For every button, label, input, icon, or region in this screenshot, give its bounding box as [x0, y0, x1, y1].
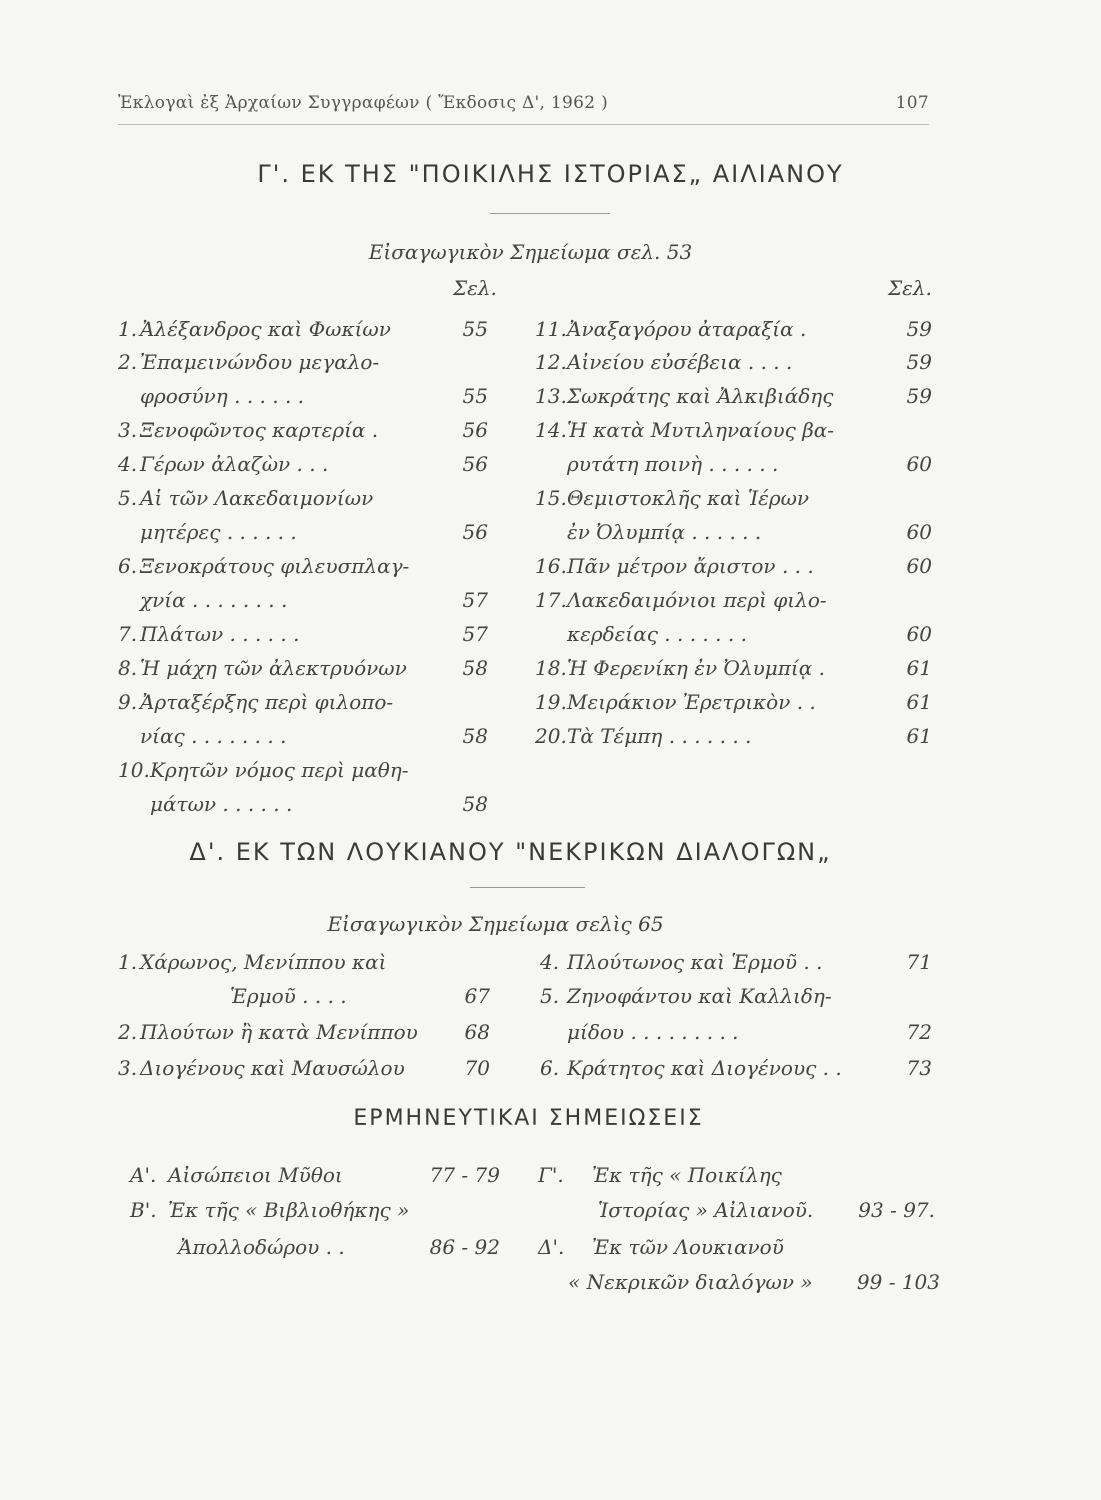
toc-item-title-cont: μίδου . . . . . . . . . — [567, 1020, 739, 1044]
toc-item-title: Διογένους καὶ Μαυσώλου — [140, 1056, 405, 1080]
note-pages: 99 - 103 — [856, 1270, 940, 1294]
toc-item-page: 60 — [906, 622, 932, 646]
toc-item-num: 11. — [535, 317, 567, 341]
toc-item-page: 73 — [906, 1056, 932, 1080]
toc-item-num: 18. — [535, 656, 567, 680]
toc-item-page: 60 — [906, 452, 932, 476]
notes-section-title: ΕΡΜΗΝΕΥΤΙΚΑΙ ΣΗΜΕΙΩΣΕΙΣ — [353, 1106, 704, 1131]
toc-item-page: 61 — [906, 724, 932, 748]
toc-item-page: 57 — [462, 622, 488, 646]
toc-item-title: Χάρωνος, Μενίππου καὶ — [140, 950, 387, 974]
toc-item-page: 59 — [906, 317, 932, 341]
note-label: Γ'. — [538, 1163, 564, 1187]
note-label: Α'. — [130, 1163, 157, 1187]
toc-item-title: Ἡ Φερενίκη ἐν Ὀλυμπίᾳ . — [567, 656, 825, 680]
toc-item-title: Πλάτων . . . . . . — [140, 622, 300, 646]
toc-item-title: Αἱ τῶν Λακεδαιμονίων — [140, 486, 374, 510]
toc-item-title-cont: μητέρες . . . . . . — [140, 520, 297, 544]
toc-item-page: 61 — [906, 690, 932, 714]
toc-item-page: 59 — [906, 384, 932, 408]
note-text-cont: « Νεκρικῶν διαλόγων » — [568, 1270, 813, 1294]
note-pages: 86 - 92 — [429, 1235, 500, 1259]
toc-item-page: 72 — [906, 1020, 932, 1044]
toc-item-title-cont: χνία . . . . . . . . — [140, 588, 288, 612]
toc-item-page: 68 — [464, 1020, 490, 1044]
toc-item-num: 13. — [535, 384, 567, 408]
toc-item-page: 56 — [462, 418, 488, 442]
note-pages: 93 - 97. — [858, 1198, 935, 1222]
toc-item-num: 4. — [540, 950, 560, 974]
toc-item-page: 57 — [462, 588, 488, 612]
section-g-intro-note: Εἰσαγωγικὸν Σημείωμα σελ. 53 — [368, 240, 693, 264]
note-text: Ἐκ τῶν Λουκιανοῦ — [592, 1235, 784, 1259]
toc-item-title: Ξενοφῶντος καρτερία . — [140, 418, 379, 442]
toc-item-page: 70 — [464, 1056, 490, 1080]
toc-item-title-cont: Ἑρμοῦ . . . . — [230, 984, 347, 1008]
right-col-heading: Σελ. — [888, 276, 932, 300]
note-label: Β'. — [130, 1198, 157, 1222]
note-label: Δ'. — [538, 1235, 565, 1259]
toc-item-title-cont: μάτων . . . . . . — [150, 792, 293, 816]
toc-item-num: 19. — [535, 690, 567, 714]
toc-item-title: Θεμιστοκλῆς καὶ Ἱέρων — [567, 486, 810, 510]
toc-item-page: 67 — [464, 984, 490, 1008]
toc-item-num: 9. — [118, 690, 138, 714]
toc-item-title: Ἡ μάχη τῶν ἀλεκτρυόνων — [140, 656, 407, 680]
toc-item-title: Λακεδαιμόνιοι περὶ φιλο- — [567, 588, 827, 612]
running-header: Ἐκλογαὶ ἐξ Ἀρχαίων Συγγραφέων ( Ἔκδοσις Δ', 1962 ) — [118, 93, 609, 113]
toc-item-num: 10. — [118, 758, 150, 782]
toc-item-page: 60 — [906, 520, 932, 544]
toc-item-title: Γέρων ἀλαζὼν . . . — [140, 452, 329, 476]
toc-item-title: Ἀλέξανδρος καὶ Φωκίων — [140, 317, 391, 341]
toc-item-num: 20. — [535, 724, 567, 748]
toc-item-title: Ἀναξαγόρου ἀταραξία . — [567, 317, 807, 341]
note-pages: 77 - 79 — [429, 1163, 500, 1187]
toc-item-title: Σωκράτης καὶ Ἀλκιβιάδης — [567, 384, 834, 408]
section-d-divider — [470, 887, 585, 888]
toc-item-num: 4. — [118, 452, 138, 476]
toc-item-num: 14. — [535, 418, 567, 442]
toc-item-title-cont: κερδείας . . . . . . . — [567, 622, 747, 646]
header-rule — [118, 124, 929, 125]
toc-item-num: 5. — [118, 486, 138, 510]
section-d-intro-note: Εἰσαγωγικὸν Σημείωμα σελὶς 65 — [327, 912, 664, 936]
toc-item-num: 6. — [118, 554, 138, 578]
toc-item-num: 1. — [118, 317, 138, 341]
toc-item-title-cont: ρυτάτη ποινὴ . . . . . . — [567, 452, 779, 476]
toc-item-num: 17. — [535, 588, 567, 612]
toc-item-page: 71 — [906, 950, 932, 974]
toc-item-page: 55 — [462, 384, 488, 408]
toc-item-num: 2. — [118, 350, 138, 374]
toc-item-title-cont: φροσύνη . . . . . . — [140, 384, 305, 408]
toc-item-page: 56 — [462, 452, 488, 476]
toc-item-page: 59 — [906, 350, 932, 374]
toc-item-page: 58 — [462, 792, 488, 816]
toc-item-num: 8. — [118, 656, 138, 680]
toc-item-num: 1. — [118, 950, 138, 974]
note-text-cont: Ἱστορίας » Αἰλιανοῦ. — [598, 1198, 814, 1222]
left-col-heading: Σελ. — [453, 276, 497, 300]
note-text-cont: Ἀπολλοδώρου . . — [178, 1235, 345, 1259]
note-text: Αἰσώπειοι Μῦθοι — [168, 1163, 343, 1187]
section-g-divider — [490, 213, 610, 214]
toc-item-num: 12. — [535, 350, 567, 374]
toc-item-title: Ἡ κατὰ Μυτιληναίους βα- — [567, 418, 835, 442]
toc-item-num: 15. — [535, 486, 567, 510]
note-text: Ἐκ τῆς « Ποικίλης — [592, 1163, 782, 1187]
toc-item-num: 3. — [118, 418, 138, 442]
toc-item-title: Αἰνείου εὐσέβεια . . . . — [567, 350, 793, 374]
toc-item-page: 55 — [462, 317, 488, 341]
toc-item-page: 61 — [906, 656, 932, 680]
toc-item-page: 58 — [462, 724, 488, 748]
toc-item-num: 2. — [118, 1020, 138, 1044]
toc-item-page: 60 — [906, 554, 932, 578]
toc-item-title: Μειράκιον Ἐρετρικὸν . . — [567, 690, 816, 714]
toc-item-title: Τὰ Τέμπη . . . . . . . — [567, 724, 752, 748]
toc-item-num: 3. — [118, 1056, 138, 1080]
toc-item-title-cont: ἐν Ὀλυμπίᾳ . . . . . . — [567, 520, 762, 544]
toc-item-title: Πᾶν μέτρον ἄριστον . . . — [567, 554, 814, 578]
toc-item-title: Ἐπαμεινώνδου μεγαλο- — [140, 350, 380, 374]
note-text: Ἐκ τῆς « Βιβλιοθήκης » — [168, 1198, 410, 1222]
toc-item-num: 5. — [540, 984, 560, 1008]
toc-item-title: Κράτητος καὶ Διογένους . . — [567, 1056, 842, 1080]
toc-item-title: Πλούτωνος καὶ Ἑρμοῦ . . — [567, 950, 823, 974]
toc-item-title: Ξενοκράτους φιλευσπλαγ- — [140, 554, 410, 578]
toc-item-page: 58 — [462, 656, 488, 680]
toc-item-num: 16. — [535, 554, 567, 578]
toc-item-num: 6. — [540, 1056, 560, 1080]
toc-item-title: Ζηνοφάντου καὶ Καλλιδη- — [567, 984, 832, 1008]
toc-item-title: Ἀρταξέρξης περὶ φιλοπο- — [140, 690, 394, 714]
section-g-title: Γ'. ΕΚ ΤΗΣ "ΠΟΙΚΙΛΗΣ ΙΣΤΟΡΙΑΣ„ ΑΙΛΙΑΝΟΥ — [257, 160, 844, 188]
toc-item-title: Κρητῶν νόμος περὶ μαθη- — [150, 758, 409, 782]
page-number: 107 — [895, 93, 929, 113]
toc-item-page: 56 — [462, 520, 488, 544]
toc-item-title: Πλούτων ἢ κατὰ Μενίππου — [140, 1020, 418, 1044]
toc-item-num: 7. — [118, 622, 138, 646]
toc-item-title-cont: νίας . . . . . . . . — [140, 724, 287, 748]
section-d-title: Δ'. ΕΚ ΤΩΝ ΛΟΥΚΙΑΝΟΥ "ΝΕΚΡΙΚΩΝ ΔΙΑΛΟΓΩΝ„ — [189, 838, 832, 866]
